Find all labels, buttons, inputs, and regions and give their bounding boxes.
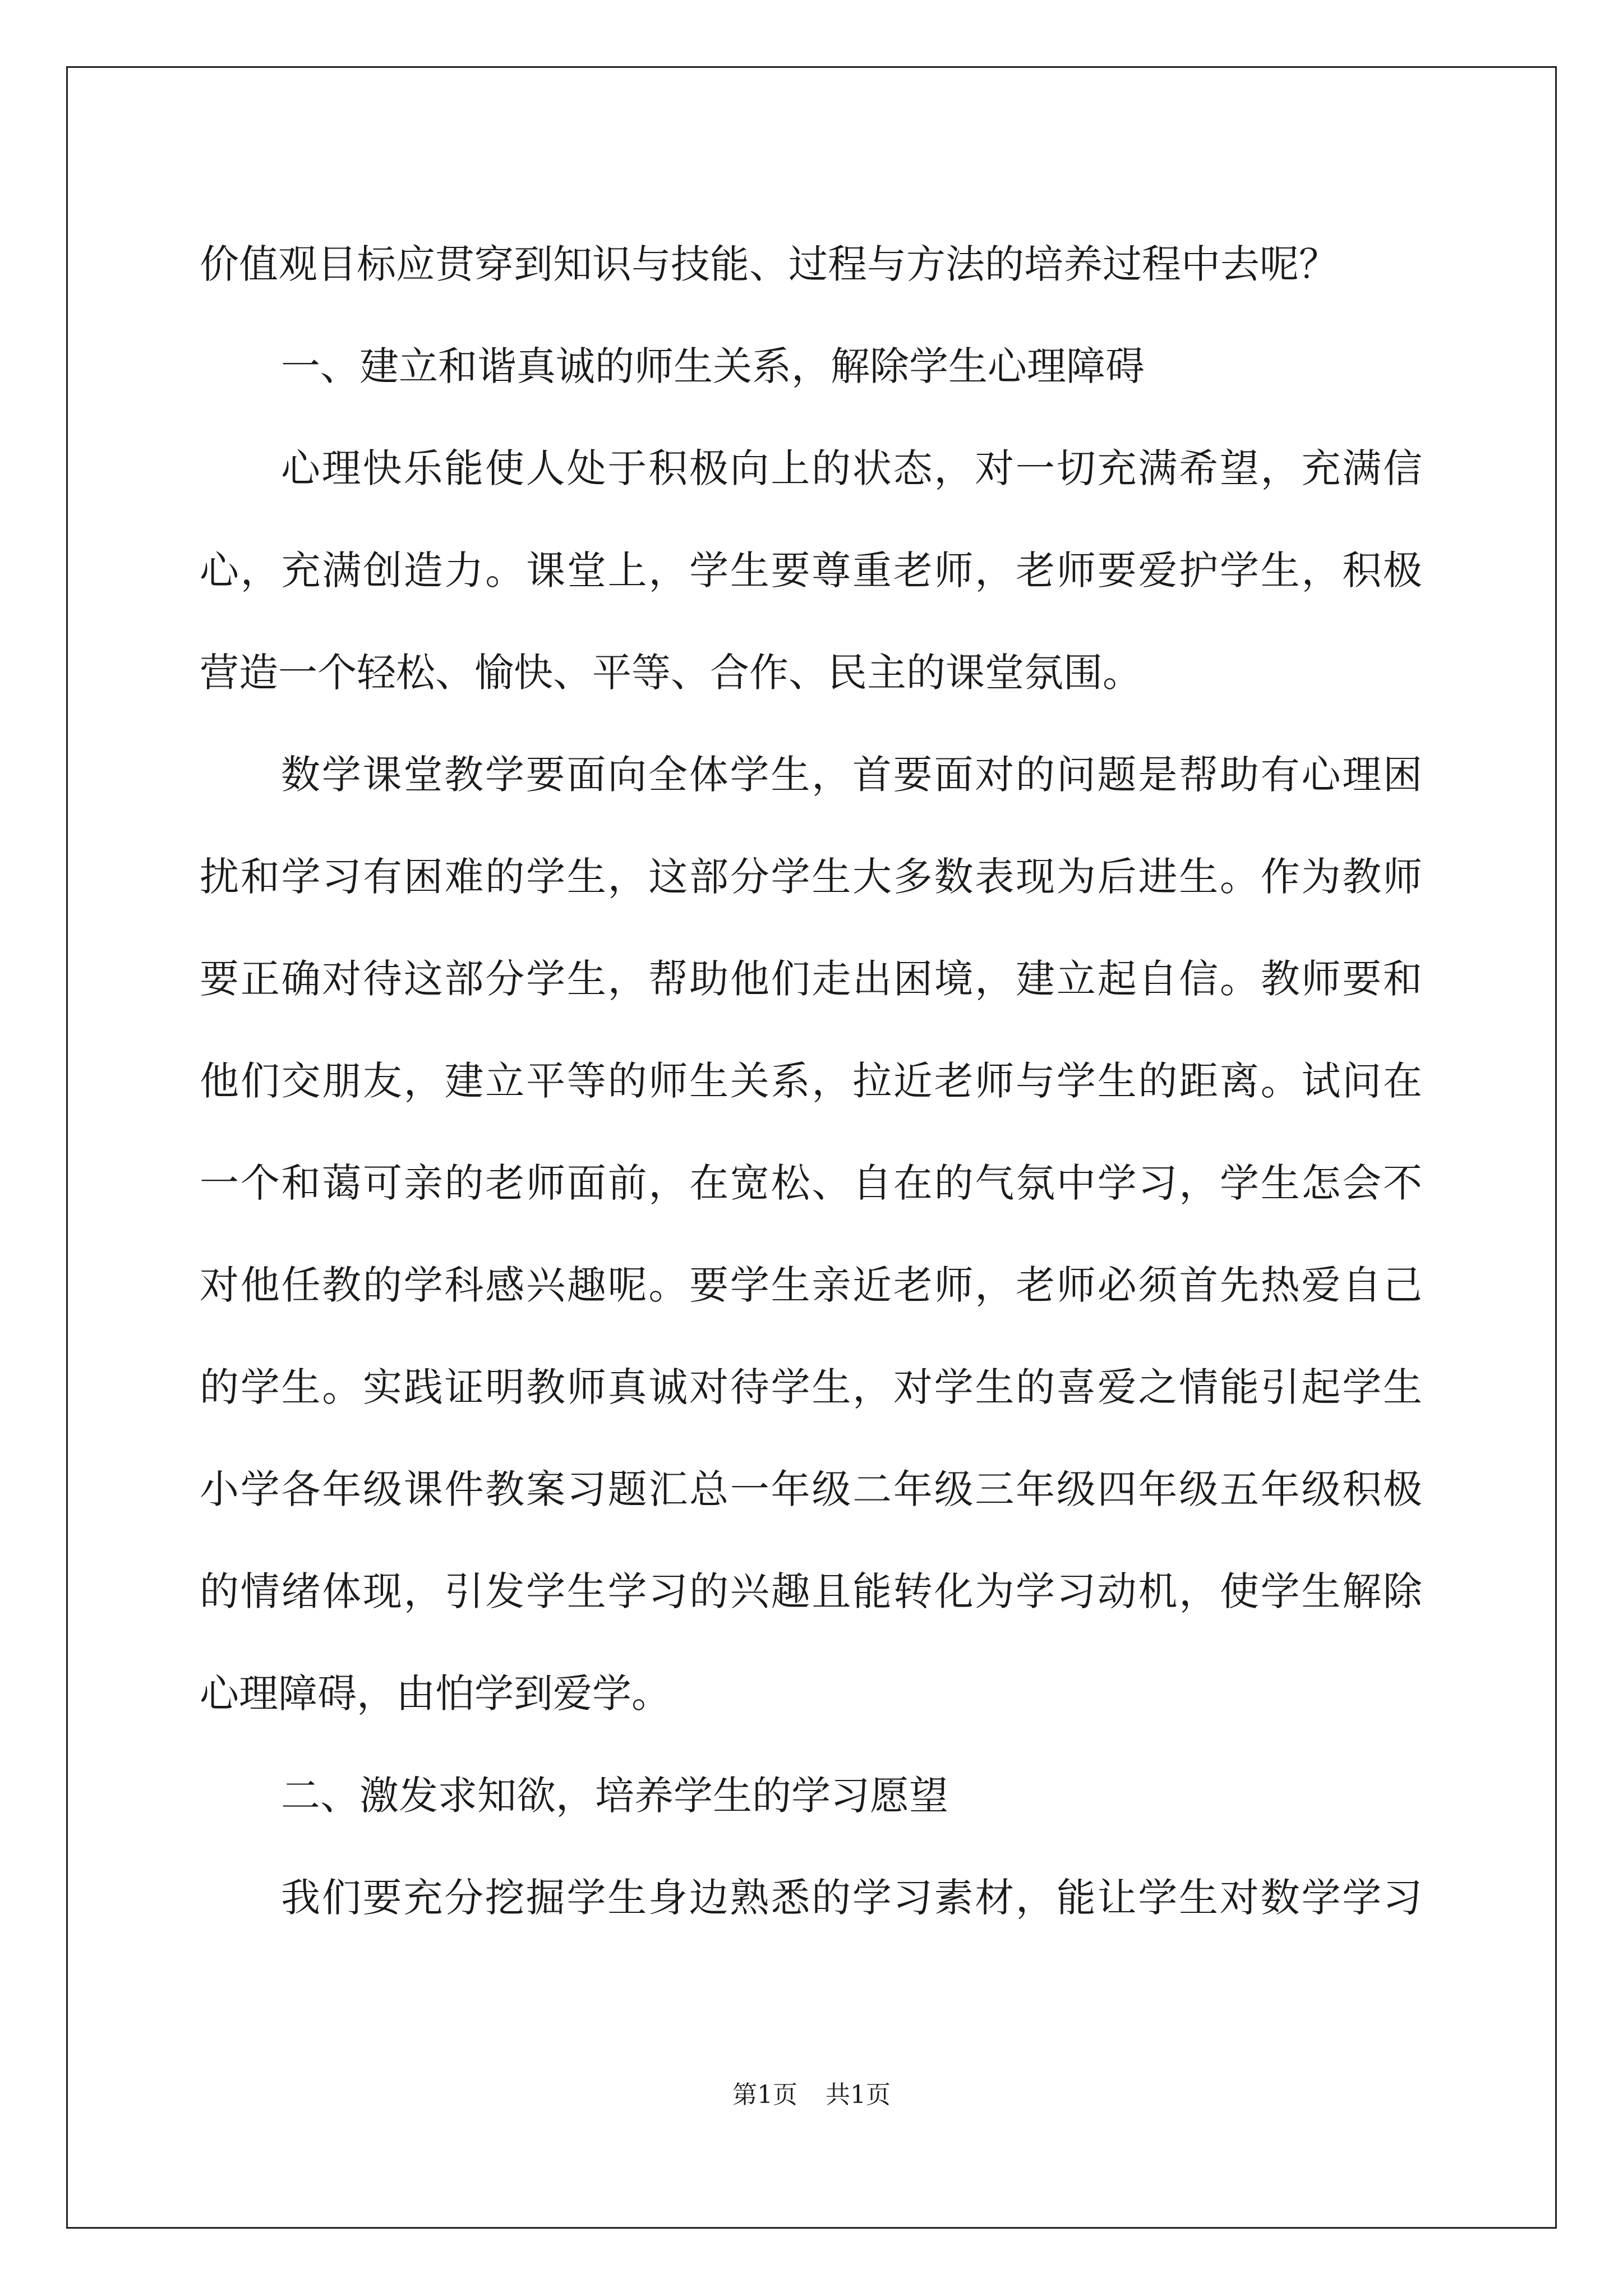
text-line-14: 的情绪体现，引发学生学习的兴趣且能转化为学习动机，使学生解除 [200,1568,1422,1614]
document-body [200,213,1422,1949]
section-heading-1: 一、建立和谐真诚的师生关系，解除学生心理障碍 [281,343,1145,389]
section-heading-2: 二、激发求知欲，培养学生的学习愿望 [281,1773,948,1819]
text-line-6: 数学课堂教学要面向全体学生，首要面对的问题是帮助有心理困 [281,752,1422,798]
text-line-17: 我们要充分挖掘学生身边熟悉的学习素材，能让学生对数学学习 [281,1875,1422,1921]
text-line-5: 营造一个轻松、愉快、平等、合作、民主的课堂氛围。 [200,650,1142,696]
text-line-9: 他们交朋友，建立平等的师生关系，拉近老师与学生的距离。试问在 [200,1058,1422,1104]
text-line-13: 小学各年级课件教案习题汇总一年级二年级三年级四年级五年级积极 [200,1466,1422,1512]
text-line-11: 对他任教的学科感兴趣呢。要学生亲近老师，老师必须首先热爱自己 [200,1262,1422,1308]
text-line-15: 心理障碍，由怕学到爱学。 [200,1671,671,1717]
page-number-current: 第1页 [732,2081,797,2109]
text-line-3: 心理快乐能使人处于积极向上的状态，对一切充满希望，充满信 [281,445,1422,491]
page-number-total: 共1页 [826,2081,891,2109]
text-line-8: 要正确对待这部分学生，帮助他们走出困境，建立起自信。教师要和 [200,956,1422,1002]
text-line-4: 心，充满创造力。课堂上，学生要尊重老师，老师要爱护学生，积极 [200,547,1422,593]
page-footer [0,2078,1623,2112]
text-line-1: 价值观目标应贯穿到知识与技能、过程与方法的培养过程中去呢？ [200,241,1338,287]
text-line-7: 扰和学习有困难的学生，这部分学生大多数表现为后进生。作为教师 [200,854,1422,900]
text-line-12: 的学生。实践证明教师真诚对待学生，对学生的喜爱之情能引起学生 [200,1364,1422,1410]
text-line-10: 一个和蔼可亲的老师面前，在宽松、自在的气氛中学习，学生怎会不 [200,1160,1422,1206]
